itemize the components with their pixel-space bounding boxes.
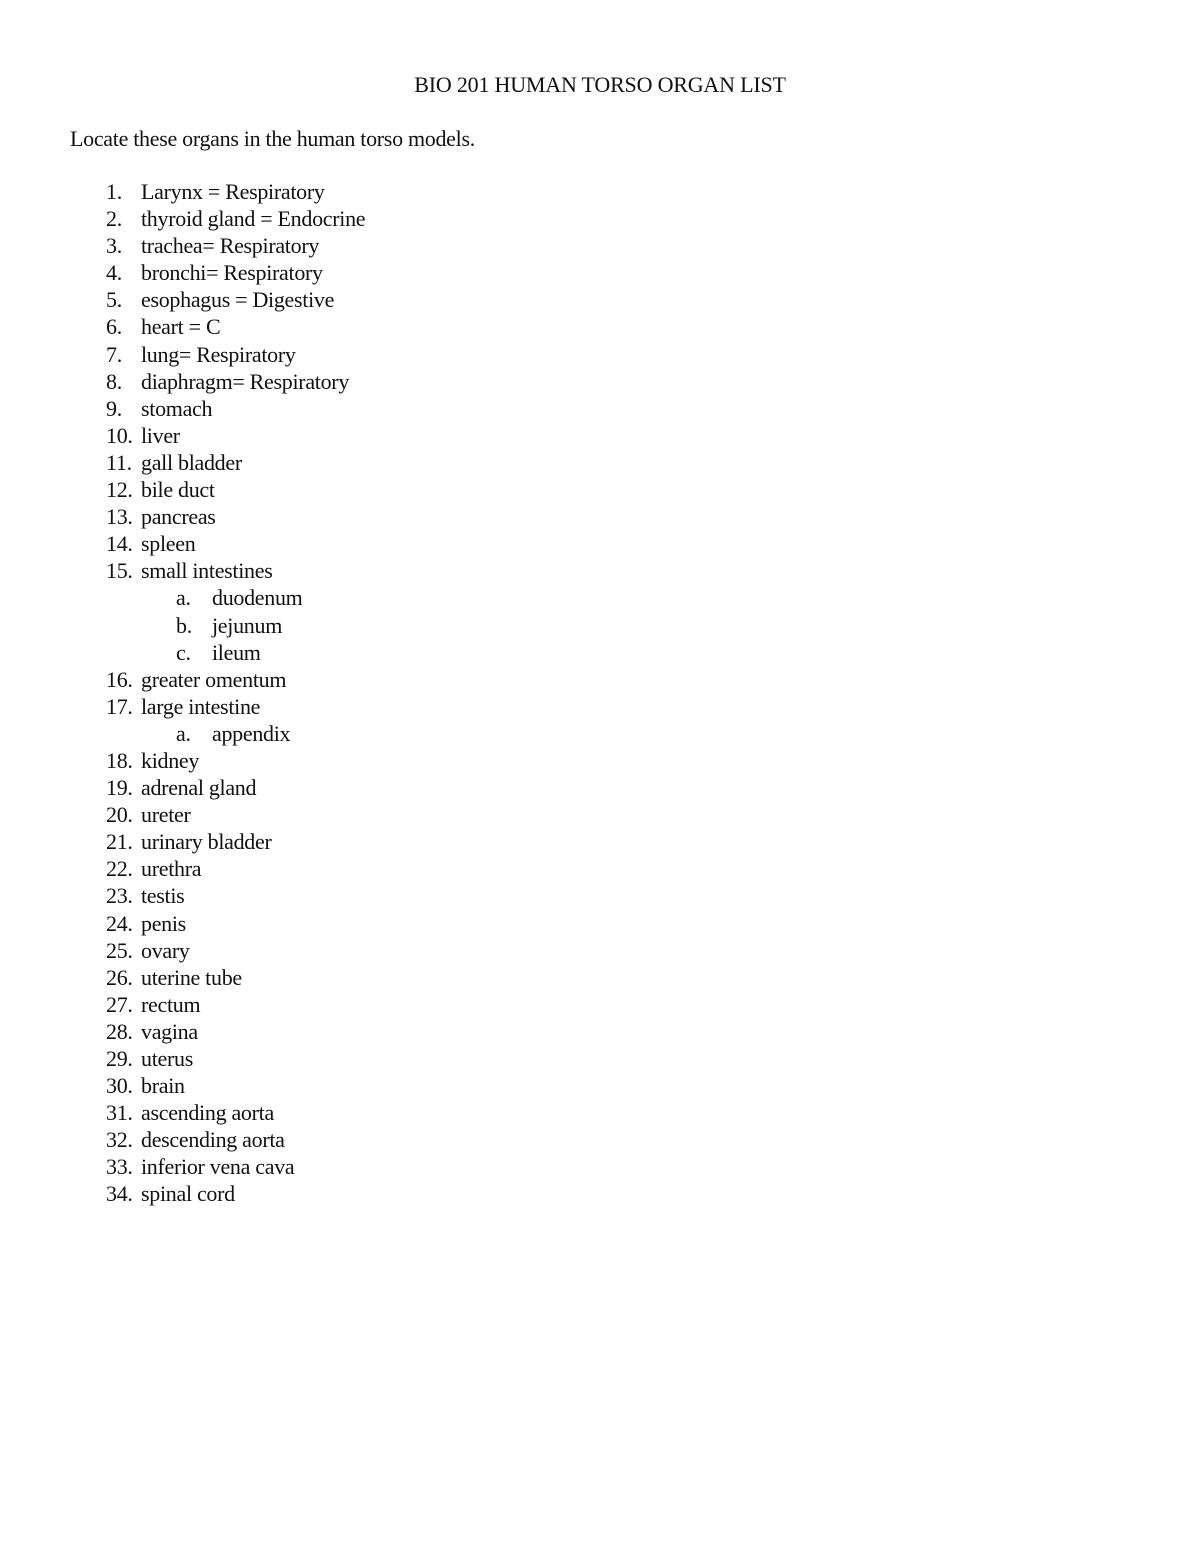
list-item	[0, 910, 1200, 937]
list-item	[0, 178, 1200, 205]
list-item-marker: a.	[176, 585, 191, 611]
list-item-marker: 31.	[106, 1100, 133, 1126]
list-item-marker: 3.	[106, 233, 122, 259]
list-item-text: ovary	[141, 937, 190, 963]
list-item-marker: 30.	[106, 1073, 133, 1099]
organ-list	[0, 178, 1200, 1208]
list-item-marker: 5.	[106, 287, 122, 313]
list-item	[0, 937, 1200, 964]
list-item-marker: 14.	[106, 531, 133, 557]
list-item-text: urethra	[141, 856, 202, 882]
list-item-marker: 34.	[106, 1181, 133, 1207]
intro-text: Locate these organs in the human torso models.	[70, 126, 475, 151]
list-item	[0, 1180, 1200, 1207]
list-item-marker: 2.	[106, 206, 122, 232]
list-item-text: duodenum	[212, 585, 303, 611]
list-item-marker: 6.	[106, 314, 122, 340]
list-item-marker: 27.	[106, 991, 133, 1017]
list-item	[0, 557, 1200, 584]
list-item	[0, 882, 1200, 909]
list-item	[0, 1072, 1200, 1099]
list-item-marker: 11.	[106, 449, 132, 475]
list-item	[0, 1153, 1200, 1180]
list-item-marker: 19.	[106, 775, 133, 801]
list-item-marker: 10.	[106, 422, 133, 448]
list-item	[0, 1018, 1200, 1045]
list-item	[0, 964, 1200, 991]
list-item-text: gall bladder	[141, 449, 242, 475]
list-item	[0, 693, 1200, 720]
list-item	[0, 666, 1200, 693]
list-item	[0, 313, 1200, 340]
list-item-marker: 28.	[106, 1018, 133, 1044]
list-item-text: lung= Respiratory	[141, 341, 296, 367]
list-item	[0, 991, 1200, 1018]
list-item-text: large intestine	[141, 693, 261, 719]
list-item-text: urinary bladder	[141, 829, 272, 855]
list-item-marker: a.	[176, 720, 191, 746]
list-item	[0, 368, 1200, 395]
sub-list-item	[0, 612, 1200, 639]
sub-list-item	[0, 720, 1200, 747]
list-item	[0, 259, 1200, 286]
list-item-marker: 24.	[106, 910, 133, 936]
list-item-text: trachea= Respiratory	[141, 233, 320, 259]
list-item	[0, 341, 1200, 368]
list-item-text: thyroid gland = Endocrine	[141, 206, 366, 232]
list-item-text: bile duct	[141, 477, 215, 503]
list-item-marker: 22.	[106, 856, 133, 882]
list-item-marker: 32.	[106, 1127, 133, 1153]
page-title: BIO 201 HUMAN TORSO ORGAN LIST	[414, 72, 786, 97]
list-item-text: testis	[141, 883, 185, 909]
list-item	[0, 747, 1200, 774]
list-item	[0, 232, 1200, 259]
list-item-text: descending aorta	[141, 1127, 285, 1153]
list-item	[0, 476, 1200, 503]
list-item-marker: 8.	[106, 368, 122, 394]
sub-list-item	[0, 584, 1200, 611]
list-item-marker: 20.	[106, 802, 133, 828]
list-item-text: vagina	[141, 1018, 198, 1044]
list-item-marker: b.	[176, 612, 192, 638]
list-item-text: Larynx = Respiratory	[141, 179, 325, 204]
list-item-text: small intestines	[141, 558, 273, 584]
list-item-marker: 4.	[106, 260, 122, 286]
list-item-text: adrenal gland	[141, 775, 257, 801]
list-item	[0, 395, 1200, 422]
list-item-text: diaphragm= Respiratory	[141, 368, 350, 394]
list-item	[0, 422, 1200, 449]
list-item-text: stomach	[141, 395, 213, 421]
list-item-marker: 25.	[106, 937, 133, 963]
list-item	[0, 1099, 1200, 1126]
list-item-text: spinal cord	[141, 1181, 235, 1207]
list-item	[0, 503, 1200, 530]
list-item	[0, 1045, 1200, 1072]
list-item	[0, 286, 1200, 313]
list-item-text: penis	[141, 910, 186, 936]
list-item-text: kidney	[141, 747, 200, 773]
list-item	[0, 828, 1200, 855]
list-item-text: bronchi= Respiratory	[141, 260, 323, 286]
list-item-marker: 33.	[106, 1154, 133, 1180]
list-item-text: ureter	[141, 802, 191, 828]
list-item-text: heart = C	[141, 314, 221, 340]
list-item-marker: 26.	[106, 964, 133, 990]
list-item-marker: 9.	[106, 395, 122, 421]
list-item-marker: 17.	[106, 693, 133, 719]
list-item-marker: 13.	[106, 504, 133, 530]
list-item-text: ascending aorta	[141, 1100, 274, 1126]
list-item-text: greater omentum	[141, 666, 287, 692]
list-item-text: brain	[141, 1073, 185, 1099]
list-item-marker: 23.	[106, 883, 133, 909]
list-item-marker: 15.	[106, 558, 133, 584]
list-item-text: ileum	[212, 639, 261, 665]
list-item-marker: c.	[176, 639, 191, 665]
list-item	[0, 530, 1200, 557]
list-item-marker: 1.	[106, 179, 122, 204]
list-item-text: uterus	[141, 1046, 193, 1071]
list-item	[0, 774, 1200, 801]
list-item-marker: 12.	[106, 477, 133, 503]
list-item	[0, 205, 1200, 232]
list-item	[0, 855, 1200, 882]
list-item-marker: 21.	[106, 829, 133, 855]
list-item-marker: 29.	[106, 1046, 133, 1071]
list-item-marker: 18.	[106, 747, 133, 773]
list-item	[0, 1126, 1200, 1153]
list-item-marker: 7.	[106, 341, 122, 367]
list-item-marker: 16.	[106, 666, 133, 692]
list-item-text: appendix	[212, 720, 291, 746]
list-item-text: rectum	[141, 991, 201, 1017]
list-item-text: liver	[141, 422, 180, 448]
list-item-text: spleen	[141, 531, 196, 557]
list-item	[0, 801, 1200, 828]
list-item-text: esophagus = Digestive	[141, 287, 335, 313]
list-item	[0, 449, 1200, 476]
list-item-text: pancreas	[141, 504, 216, 530]
list-item-text: jejunum	[212, 612, 283, 638]
list-item-text: uterine tube	[141, 964, 242, 990]
sub-list-item	[0, 639, 1200, 666]
list-item-text: inferior vena cava	[141, 1154, 295, 1180]
